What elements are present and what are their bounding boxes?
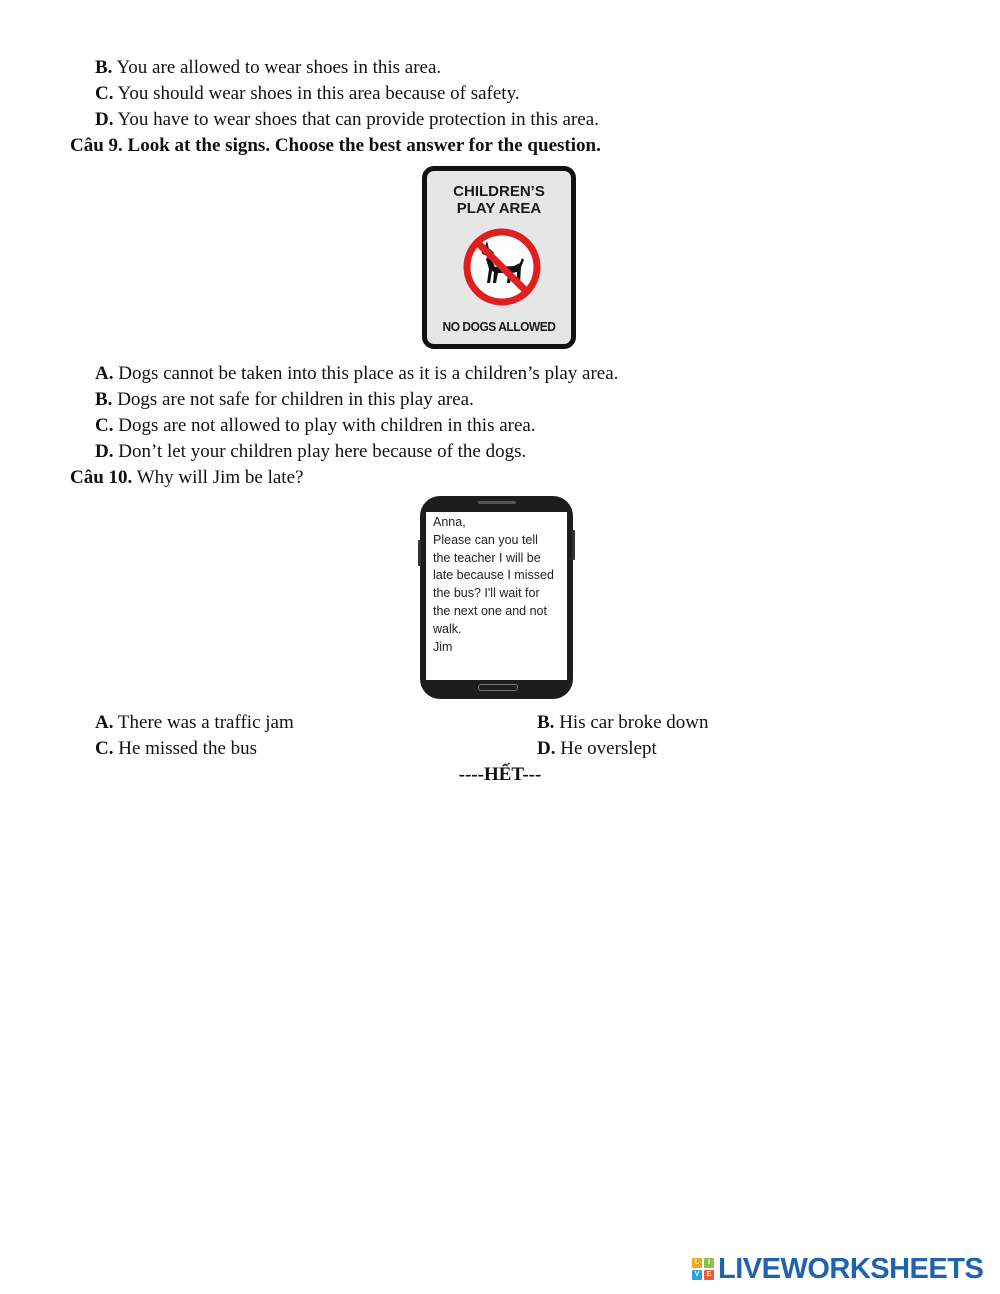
option-text: He missed the bus xyxy=(118,738,258,759)
sign-title xyxy=(427,183,571,217)
option-letter: D. xyxy=(537,738,556,759)
sign-title-line: CHILDREN’S xyxy=(453,183,545,200)
option-text: His car broke down xyxy=(559,712,709,733)
option-text: Dogs are not allowed to play with children in this area. xyxy=(118,415,536,436)
sign-title-line: PLAY AREA xyxy=(456,200,542,217)
option-letter: B. xyxy=(537,712,555,733)
logo-blocks-icon xyxy=(692,1258,714,1280)
q9-option-d xyxy=(95,440,526,464)
q10-option-a xyxy=(95,711,294,735)
phone-side-button xyxy=(418,540,421,566)
no-dogs-sign xyxy=(422,166,576,349)
phone-screen xyxy=(426,512,567,680)
q9-option-a xyxy=(95,362,618,386)
q9-title: Câu 9. Look at the signs. Choose the best answer for the question. xyxy=(70,135,601,156)
option-text: Dogs cannot be taken into this place as it is a children’s play area. xyxy=(118,363,619,384)
phone-side-button xyxy=(572,530,575,560)
option-letter: C. xyxy=(95,738,114,759)
no-dog-icon xyxy=(462,227,542,307)
option-letter: D. xyxy=(95,109,114,130)
option-letter: A. xyxy=(95,712,114,733)
logo-block: V xyxy=(692,1270,702,1280)
logo-block: L xyxy=(692,1258,702,1268)
q8-option-d xyxy=(95,108,599,132)
question-text: Why will Jim be late? xyxy=(136,467,304,488)
option-letter: D. xyxy=(95,441,114,462)
option-text: You should wear shoes in this area because of safety. xyxy=(117,83,520,104)
q9-option-b xyxy=(95,388,474,412)
option-letter: B. xyxy=(95,389,113,410)
logo-block: E xyxy=(704,1270,714,1280)
option-letter: C. xyxy=(95,415,114,436)
q8-option-b xyxy=(95,56,441,80)
option-text: You have to wear shoes that can provide protection in this area. xyxy=(117,109,599,130)
logo-block: I xyxy=(704,1258,714,1268)
logo-text: LIVEWORKSHEETS xyxy=(718,1252,984,1285)
option-text: There was a traffic jam xyxy=(117,712,294,733)
question-label: Câu 10. xyxy=(70,467,133,488)
option-letter: A. xyxy=(95,363,114,384)
phone-message-image xyxy=(420,496,573,699)
option-text: He overslept xyxy=(560,738,657,759)
option-text: You are allowed to wear shoes in this area. xyxy=(116,57,442,78)
q10-option-b xyxy=(537,711,709,735)
option-letter: C. xyxy=(95,83,114,104)
liveworksheets-logo xyxy=(692,1252,984,1285)
phone-speaker xyxy=(478,501,516,504)
sign-footer: NO DOGS ALLOWED xyxy=(442,319,556,334)
q10-title xyxy=(70,466,303,490)
q10-option-d xyxy=(537,737,657,761)
text-message: Anna, Please can you tell the teacher I will be late because I missed the bus? I'll wait for the next one and not walk. Jim xyxy=(433,515,554,654)
q10-option-c xyxy=(95,737,257,761)
phone-home-button xyxy=(478,684,518,691)
q9-option-c xyxy=(95,414,536,438)
option-letter: B. xyxy=(95,57,113,78)
q8-option-c xyxy=(95,82,520,106)
end-mark: ----HẾT--- xyxy=(458,764,542,785)
option-text: Dogs are not safe for children in this play area. xyxy=(117,389,474,410)
option-text: Don’t let your children play here because of the dogs. xyxy=(118,441,527,462)
